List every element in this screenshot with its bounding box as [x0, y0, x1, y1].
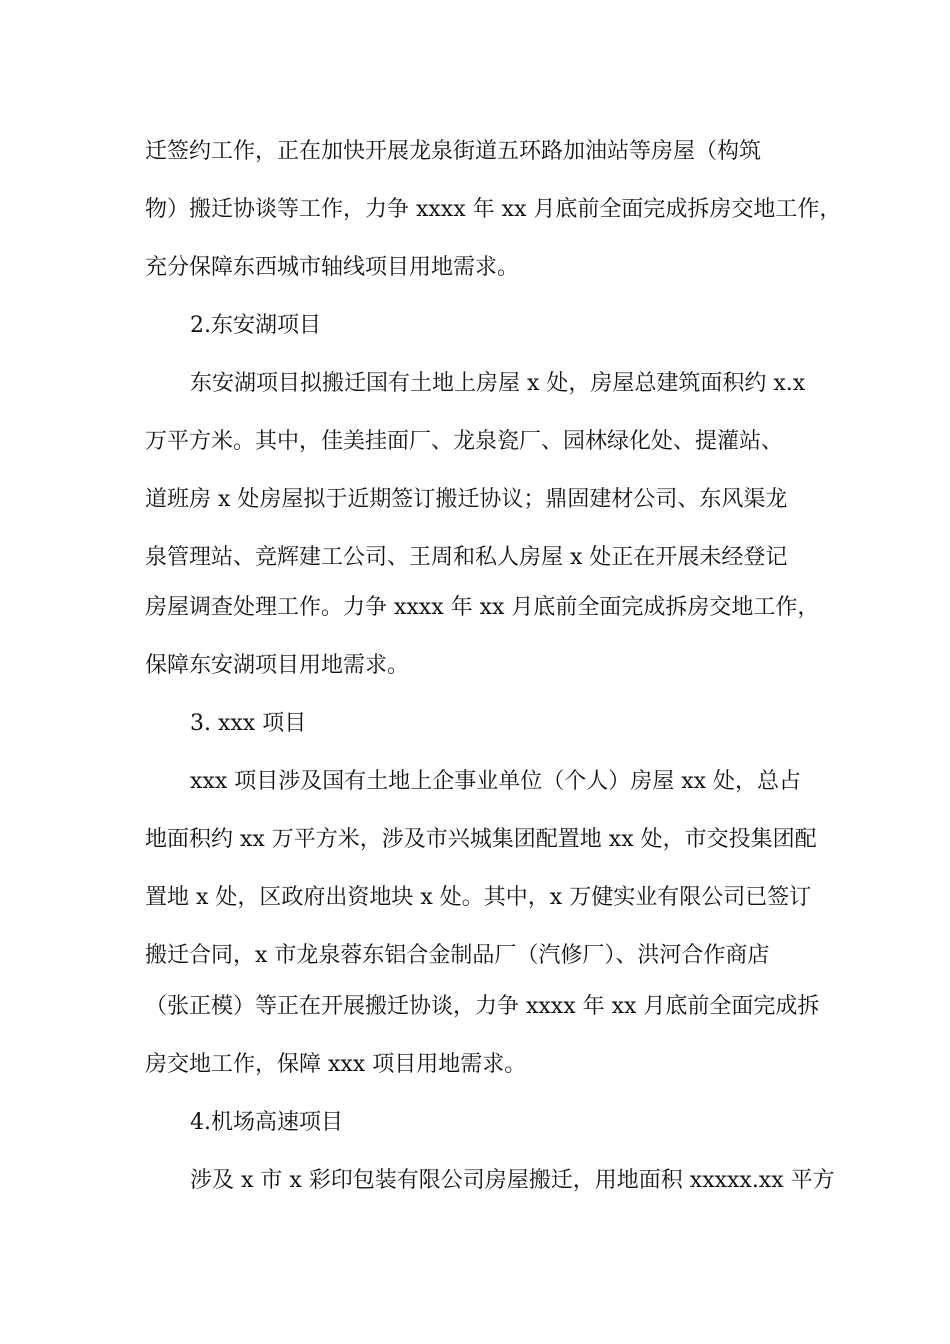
- paragraph-line: 涉及 x 市 x 彩印包装有限公司房屋搬迁，用地面积 xxxxx.xx 平方: [190, 1168, 835, 1193]
- paragraph-line: 泉管理站、竞辉建工公司、王周和私人房屋 x 处正在开展未经登记: [145, 545, 788, 570]
- paragraph-line: 物）搬迁协谈等工作，力争 xxxx 年 xx 月底前全面完成拆房交地工作，: [145, 197, 842, 222]
- paragraph-line: 房屋调查处理工作。力争 xxxx 年 xx 月底前全面完成拆房交地工作，: [145, 595, 820, 620]
- paragraph-line: 东安湖项目拟搬迁国有土地上房屋 x 处，房屋总建筑面积约 x.x: [190, 371, 806, 396]
- paragraph-line: 迁签约工作，正在加快开展龙泉街道五环路加油站等房屋（构筑: [145, 139, 762, 164]
- section-heading: 4.机场高速项目: [190, 1110, 343, 1135]
- paragraph-line: 万平方米。其中，佳美挂面厂、龙泉瓷厂、园林绿化处、提灌站、: [145, 429, 784, 454]
- paragraph-line: 置地 x 处，区政府出资地块 x 处。其中，x 万健实业有限公司已签订: [145, 885, 812, 910]
- paragraph-line: 房交地工作，保障 xxx 项目用地需求。: [145, 1052, 527, 1077]
- paragraph-line: 保障东安湖项目用地需求。: [145, 653, 410, 678]
- section-heading: 2.东安湖项目: [190, 313, 321, 338]
- paragraph-line: 充分保障东西城市轴线项目用地需求。: [145, 255, 520, 280]
- paragraph-line: 搬迁合同，x 市龙泉蓉东铝合金制品厂（汽修厂）、洪河合作商店: [145, 943, 770, 968]
- paragraph-line: xxx 项目涉及国有土地上企事业单位（个人）房屋 xx 处，总占: [190, 769, 802, 794]
- section-heading: 3. xxx 项目: [190, 711, 307, 736]
- paragraph-line: 地面积约 xx 万平方米，涉及市兴城集团配置地 xx 处，市交投集团配: [145, 827, 817, 852]
- paragraph-line: 道班房 x 处房屋拟于近期签订搬迁协议；鼎固建材公司、东风渠龙: [145, 487, 788, 512]
- paragraph-line: （张正模）等正在开展搬迁协谈，力争 xxxx 年 xx 月底前全面完成拆: [145, 994, 820, 1019]
